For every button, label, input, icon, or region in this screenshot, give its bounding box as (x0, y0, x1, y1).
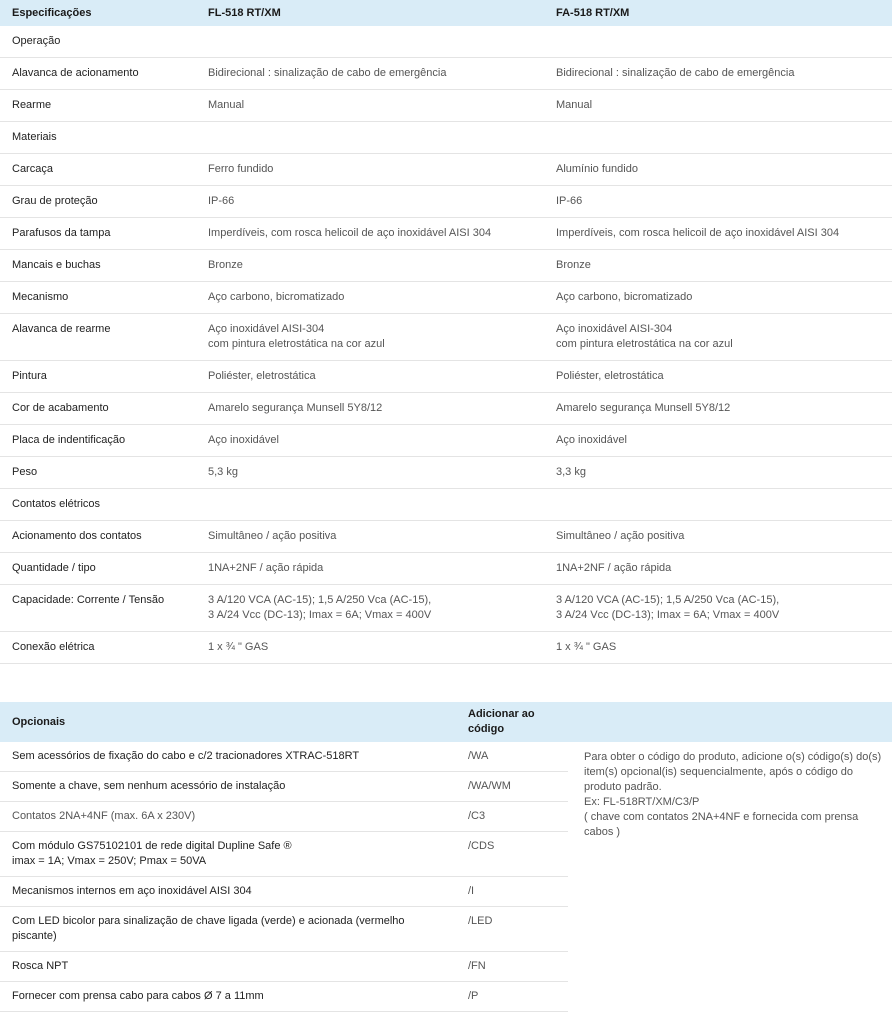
option-row (0, 742, 892, 772)
option-code: /C3 (456, 802, 568, 832)
spec-value-model-1 (196, 26, 544, 58)
spec-value-model-2: Bronze (544, 250, 892, 282)
option-label: Somente a chave, sem nenhum acessório de instalação (0, 772, 456, 802)
spec-value-model-2: IP-66 (544, 186, 892, 218)
spec-row (0, 186, 892, 218)
spec-label: Parafusos da tampa (0, 218, 196, 250)
spec-value-model-1: Poliéster, eletrostática (196, 361, 544, 393)
spec-row (0, 26, 892, 58)
spec-value-model-2 (544, 122, 892, 154)
spec-value-model-2: Aço inoxidável AISI-304 com pintura eletrostática na cor azul (544, 314, 892, 361)
spec-label: Alavanca de acionamento (0, 58, 196, 90)
spec-value-model-2: Bidirecional : sinalização de cabo de emergência (544, 58, 892, 90)
spec-label: Conexão elétrica (0, 632, 196, 664)
spec-value-model-1: Ferro fundido (196, 154, 544, 186)
options-header-empty (568, 702, 892, 742)
spec-label: Cor de acabamento (0, 393, 196, 425)
spec-value-model-2: Simultâneo / ação positiva (544, 521, 892, 553)
spec-label: Rearme (0, 90, 196, 122)
spec-row (0, 521, 892, 553)
spec-value-model-1: 1NA+2NF / ação rápida (196, 553, 544, 585)
spec-value-model-2: 3,3 kg (544, 457, 892, 489)
spec-label: Grau de proteção (0, 186, 196, 218)
spec-row (0, 122, 892, 154)
spec-label: Materiais (0, 122, 196, 154)
spec-label: Pintura (0, 361, 196, 393)
spec-label: Alavanca de rearme (0, 314, 196, 361)
spec-row (0, 314, 892, 361)
option-label: Sem acessórios de fixação do cabo e c/2 tracionadores XTRAC-518RT (0, 742, 456, 772)
spec-row (0, 218, 892, 250)
spec-row (0, 553, 892, 585)
option-label: Com LED bicolor para sinalização de chave ligada (verde) e acionada (vermelho piscante) (0, 907, 456, 952)
section-gap (0, 664, 892, 702)
spec-value-model-1: Manual (196, 90, 544, 122)
option-code: /FN (456, 952, 568, 982)
specifications-header-label: Especificações (0, 0, 196, 26)
spec-label: Carcaça (0, 154, 196, 186)
option-code: /I (456, 877, 568, 907)
spec-row (0, 489, 892, 521)
option-label: Fornecer com prensa cabo para cabos Ø 7 a 11mm (0, 982, 456, 1012)
spec-value-model-1: 3 A/120 VCA (AC-15); 1,5 A/250 Vca (AC-15), 3 A/24 Vcc (DC-13); Imax = 6A; Vmax = 400V (196, 585, 544, 632)
spec-row (0, 393, 892, 425)
spec-row (0, 632, 892, 664)
spec-value-model-1: Bronze (196, 250, 544, 282)
spec-row (0, 361, 892, 393)
spec-value-model-2: Imperdíveis, com rosca helicoil de aço inoxidável AISI 304 (544, 218, 892, 250)
spec-value-model-1: Aço inoxidável AISI-304 com pintura eletrostática na cor azul (196, 314, 544, 361)
spec-value-model-1: Imperdíveis, com rosca helicoil de aço inoxidável AISI 304 (196, 218, 544, 250)
spec-label: Peso (0, 457, 196, 489)
spec-label: Mancais e buchas (0, 250, 196, 282)
spec-row (0, 58, 892, 90)
options-header-label: Opcionais (0, 702, 456, 742)
specifications-header-row (0, 0, 892, 26)
spec-row (0, 585, 892, 632)
spec-value-model-2: Amarelo segurança Munsell 5Y8/12 (544, 393, 892, 425)
spec-row (0, 90, 892, 122)
options-table (0, 702, 892, 1012)
option-label: Rosca NPT (0, 952, 456, 982)
spec-value-model-1: Amarelo segurança Munsell 5Y8/12 (196, 393, 544, 425)
spec-value-model-2: Aço inoxidável (544, 425, 892, 457)
spec-value-model-1 (196, 122, 544, 154)
options-body (0, 742, 892, 1012)
options-header-code: Adicionar ao código (456, 702, 568, 742)
spec-value-model-2 (544, 489, 892, 521)
specifications-body (0, 26, 892, 664)
option-code: /WA/WM (456, 772, 568, 802)
spec-value-model-2: Alumínio fundido (544, 154, 892, 186)
spec-value-model-1: Aço carbono, bicromatizado (196, 282, 544, 314)
option-code: /LED (456, 907, 568, 952)
option-code: /P (456, 982, 568, 1012)
spec-value-model-2: Manual (544, 90, 892, 122)
option-label: Com módulo GS75102101 de rede digital Dupline Safe ® imax = 1A; Vmax = 250V; Pmax = 50VA (0, 832, 456, 877)
spec-label: Placa de indentificação (0, 425, 196, 457)
spec-value-model-2 (544, 26, 892, 58)
spec-value-model-1: 1 x ¾ " GAS (196, 632, 544, 664)
spec-label: Acionamento dos contatos (0, 521, 196, 553)
spec-row (0, 425, 892, 457)
spec-value-model-2: Poliéster, eletrostática (544, 361, 892, 393)
option-label: Contatos 2NA+4NF (max. 6A x 230V) (0, 802, 456, 832)
option-code-note: Para obter o código do produto, adicione o(s) código(s) do(s) item(s) opcional(is) sequencialmente, após o código do produto padrão. Ex: FL-518RT/XM/C3/P ( chave com contatos 2NA+4NF e fornecida com prensa cabos ) (584, 751, 882, 838)
spec-value-model-1: 5,3 kg (196, 457, 544, 489)
spec-label: Operação (0, 26, 196, 58)
option-code: /CDS (456, 832, 568, 877)
option-code: /WA (456, 742, 568, 772)
spec-row (0, 250, 892, 282)
options-header-row (0, 702, 892, 742)
spec-label: Capacidade: Corrente / Tensão (0, 585, 196, 632)
spec-label: Contatos elétricos (0, 489, 196, 521)
spec-row (0, 282, 892, 314)
spec-label: Quantidade / tipo (0, 553, 196, 585)
spec-label: Mecanismo (0, 282, 196, 314)
spec-row (0, 457, 892, 489)
spec-value-model-1 (196, 489, 544, 521)
spec-value-model-2: 1NA+2NF / ação rápida (544, 553, 892, 585)
spec-value-model-1: Simultâneo / ação positiva (196, 521, 544, 553)
option-label: Mecanismos internos em aço inoxidável AISI 304 (0, 877, 456, 907)
spec-value-model-1: Aço inoxidável (196, 425, 544, 457)
specifications-header-model-1: FL-518 RT/XM (196, 0, 544, 26)
spec-value-model-2: Aço carbono, bicromatizado (544, 282, 892, 314)
spec-value-model-2: 3 A/120 VCA (AC-15); 1,5 A/250 Vca (AC-15), 3 A/24 Vcc (DC-13); Imax = 6A; Vmax = 400V (544, 585, 892, 632)
spec-value-model-1: IP-66 (196, 186, 544, 218)
spec-value-model-1: Bidirecional : sinalização de cabo de emergência (196, 58, 544, 90)
specifications-header-model-2: FA-518 RT/XM (544, 0, 892, 26)
spec-row (0, 154, 892, 186)
spec-value-model-2: 1 x ¾ " GAS (544, 632, 892, 664)
